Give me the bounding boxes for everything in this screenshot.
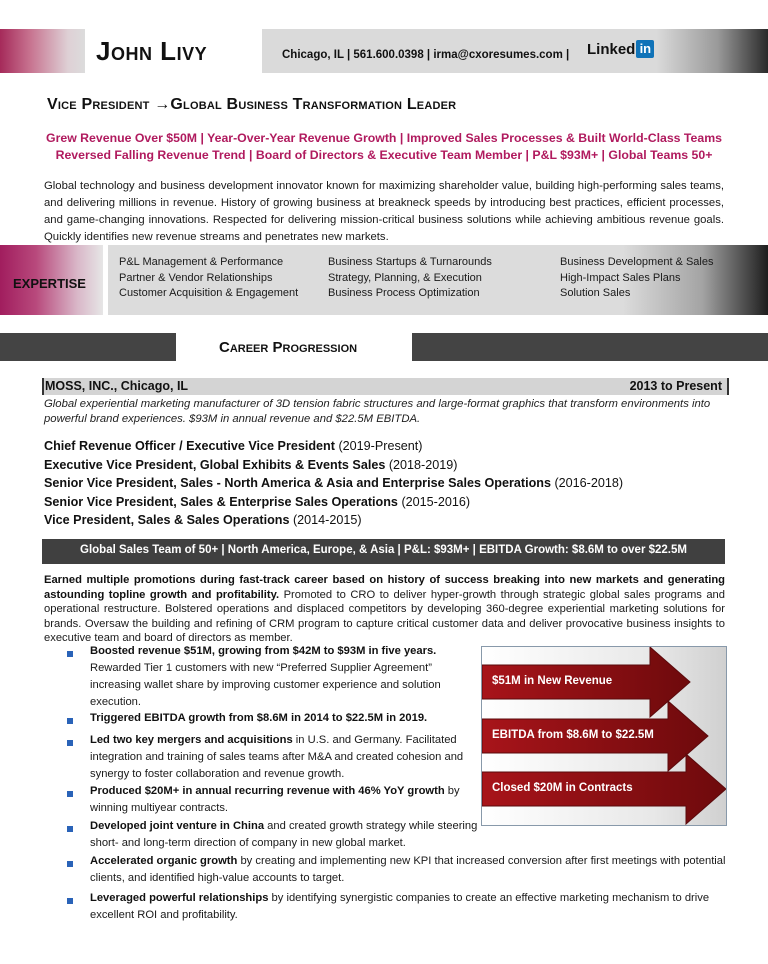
achievement-item	[90, 732, 475, 783]
professional-title: Vice President →Global Business Transformation Leader	[47, 96, 457, 113]
role-item	[44, 456, 623, 475]
achievement-bold: Boosted revenue $51M, growing from $42M to $93M in five years.	[90, 645, 437, 657]
achievement-bold: Produced $20M+ in annual recurring revenue with 46% YoY growth	[90, 785, 445, 797]
bullet-icon	[67, 898, 73, 904]
bullet-icon	[67, 861, 73, 867]
achievement-item	[90, 710, 475, 727]
bullet-icon	[67, 651, 73, 657]
achievement-item	[90, 853, 730, 887]
company-dates: 2013 to Present	[629, 379, 722, 393]
arrow-label-1: $51M in New Revenue	[492, 675, 613, 687]
company-name: MOSS, INC., Chicago, IL	[45, 379, 189, 393]
arrow-label-2: EBITDA from $8.6M to $22.5M	[492, 729, 654, 741]
expertise-item: P&L Management & Performance	[119, 256, 284, 268]
expertise-item: Business Startups & Turnarounds	[328, 256, 492, 268]
achievement-text: and created growth strategy while steering short- and long-term direction of company in new global market.	[90, 820, 478, 849]
achievement-bold: Triggered EBITDA growth from $8.6M in 2014 to $22.5M in 2019.	[90, 712, 428, 724]
tagline-2: Reversed Falling Revenue Trend | Board of Directors & Executive Team Member | P&L $93M+ | Global Teams 50+	[55, 148, 713, 162]
candidate-name: John Livy	[96, 36, 208, 66]
bullet-icon	[67, 718, 73, 724]
expertise-item: Strategy, Planning, & Execution	[328, 271, 482, 284]
expertise-item: Customer Acquisition & Engagement	[119, 287, 299, 299]
role-title: Senior Vice President, Sales - North America & Asia and Enterprise Sales Operations	[44, 476, 551, 490]
achievement-text: in U.S. and Germany. Facilitated integration and training of sales teams after M&A and created cohesion and synergy to foster collaboration and revenue growth.	[90, 734, 464, 780]
career-heading: Career Progression	[219, 339, 358, 356]
bullet-icon	[67, 791, 73, 797]
role-item	[44, 474, 623, 493]
achievements-arrow-graphic	[481, 646, 727, 826]
role-title: Executive Vice President, Global Exhibits & Events Sales	[44, 457, 386, 472]
summary-paragraph: Global technology and business development innovator known for maximizing shareholder value, building high-performing sales teams, and delivering millions in revenue. History of growing business at breakneck speeds by introducing best practices, efficient processes, and game-changing innovations. Respected for delivering mission-critical business solutions while achieving ambitious revenue goals. Quickly identifies new revenue streams and penetrates new markets.	[44, 180, 724, 243]
achievement-bold: Leveraged powerful relationships	[90, 892, 269, 904]
linkedin-link[interactable]	[587, 40, 654, 58]
expertise-item: Solution Sales	[560, 287, 631, 299]
bullet-icon	[67, 740, 73, 746]
achievement-bold: Led two key mergers and acquisitions	[90, 734, 293, 746]
achievement-bold: Accelerated organic growth	[90, 855, 238, 867]
tagline-1: Grew Revenue Over $50M | Year-Over-Year Revenue Growth | Improved Sales Processes & Built World-Class Teams	[46, 131, 722, 145]
role-item	[44, 437, 623, 456]
expertise-item: High-Impact Sales Plans	[560, 271, 681, 284]
role-years: (2015-2016)	[401, 494, 471, 509]
linkedin-text: Linked	[587, 40, 636, 58]
achievement-item	[90, 890, 730, 924]
career-intro-bold: Earned multiple promotions during fast-track career based on history of success breaking into new markets and generating astounding topline growth and profitability.	[44, 574, 725, 601]
arrow-label-3: Closed $20M in Contracts	[492, 782, 633, 794]
expertise-column-1	[119, 255, 298, 302]
roles-list	[44, 437, 623, 530]
linkedin-icon: in	[636, 40, 654, 58]
achievement-item	[90, 643, 475, 711]
role-title: Vice President, Sales & Sales Operations	[44, 513, 290, 527]
role-title: Chief Revenue Officer / Executive Vice President	[44, 439, 335, 453]
header-gradient-left	[0, 29, 85, 73]
company-description: Global experiential marketing manufacturer of 3D tension fabric structures and large-format graphics that transform environments into powerful brand experiences. $93M in annual revenue and $22.5M EBITDA.	[44, 398, 711, 425]
career-intro	[44, 573, 725, 646]
role-item	[44, 511, 623, 530]
achievement-item	[90, 783, 475, 817]
stats-text: Global Sales Team of 50+ | North America, Europe, & Asia | P&L: $93M+ | EBITDA Growth: $8.6M to over $22.5M	[80, 544, 687, 556]
expertise-column-2	[328, 255, 492, 302]
role-title: Senior Vice President, Sales & Enterprise Sales Operations	[44, 494, 398, 509]
role-years: (2019-Present)	[338, 439, 423, 453]
achievement-text: by winning multiyear contracts.	[90, 785, 460, 814]
role-item	[44, 493, 623, 512]
achievement-text: Rewarded Tier 1 customers with new “Preferred Supplier Agreement” increasing wallet share by improving customer experience and solution execution.	[90, 662, 441, 708]
contact-info: Chicago, IL | 561.600.0398 | irma@cxoresumes.com |	[282, 49, 570, 61]
expertise-item: Business Process Optimization	[328, 287, 480, 299]
expertise-item: Partner & Vendor Relationships	[119, 271, 273, 284]
expertise-item: Business Development & Sales	[560, 256, 714, 268]
achievement-text: by identifying synergistic companies to create an effective marketing mechanism to drive excellent ROI and profitability.	[90, 892, 710, 921]
section-bar-right	[412, 333, 768, 361]
expertise-label: EXPERTISE	[13, 276, 86, 291]
achievement-text: by creating and implementing new KPI that increased conversion after first meetings with potential clients, and identified high-value accounts to target.	[90, 855, 726, 884]
career-intro-text: Promoted to CRO to deliver hyper-growth through strategic global sales programs and operational restructure. Bolstered operations and displaced competitors by developing 360-degree experiential marketing solutions for brands. Oversaw the building and refining of CRM program to capture critical customer data and deliver provocative business insights to executive team and board of directors as member.	[44, 588, 725, 644]
achievement-item	[90, 818, 490, 852]
section-bar-left	[0, 333, 176, 361]
expertise-column-3	[560, 255, 713, 302]
bullet-icon	[67, 826, 73, 832]
achievement-bold: Developed joint venture in China	[90, 820, 265, 832]
role-years: (2014-2015)	[292, 513, 362, 527]
role-years: (2018-2019)	[388, 457, 458, 472]
role-years: (2016-2018)	[554, 476, 624, 490]
